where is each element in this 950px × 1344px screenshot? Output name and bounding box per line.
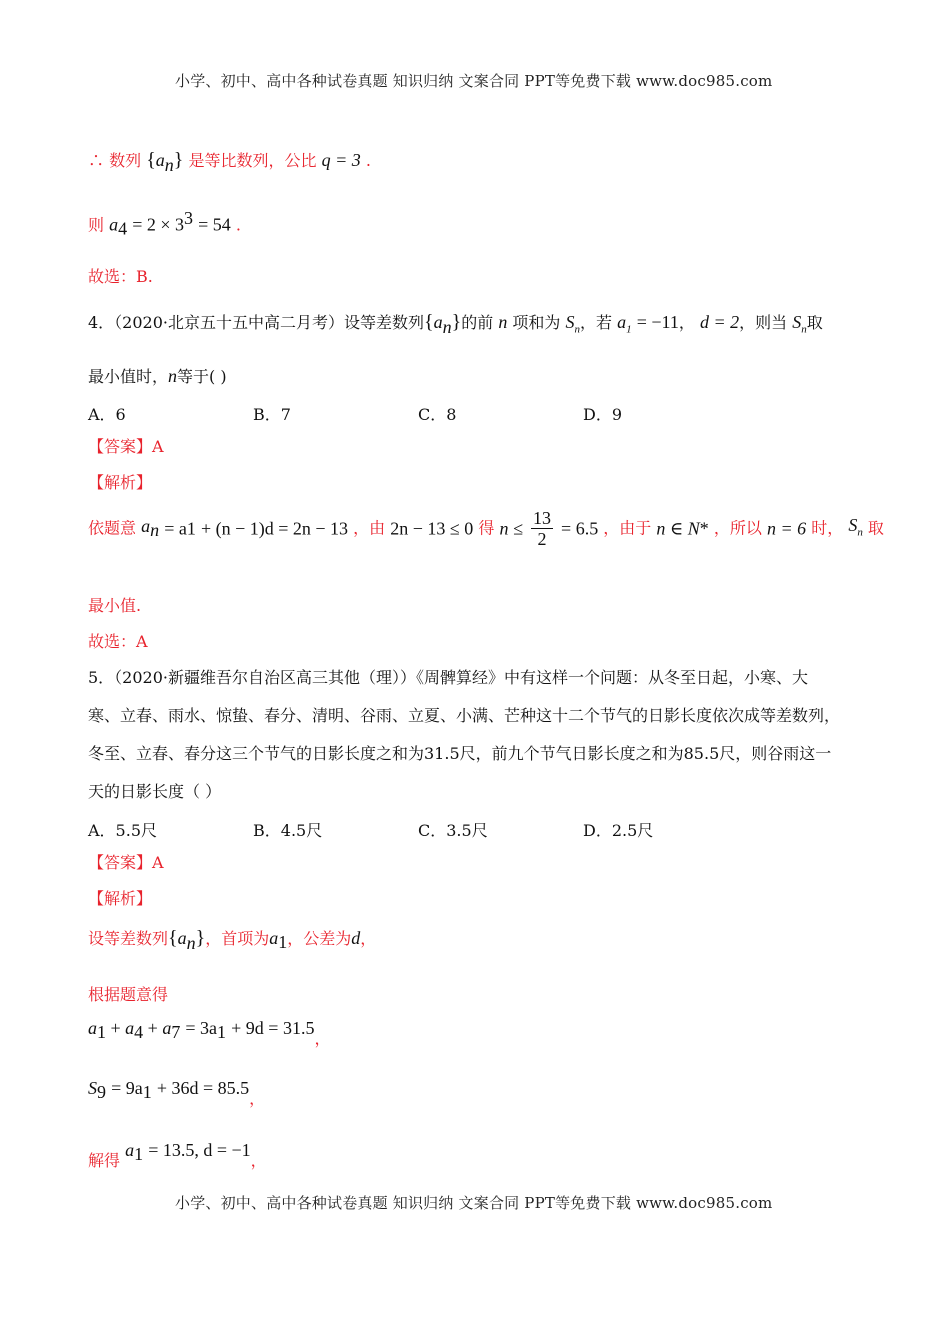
q5-line1: 5．（2020·新疆维吾尔自治区高三其他（理））《周髀算经》中有这样一个问题：从冬至日起，小寒、大 bbox=[88, 668, 808, 687]
q5-answer: 【答案】A bbox=[88, 853, 164, 872]
q5-eq3-end: ， bbox=[250, 1151, 267, 1170]
q4-end: 取 bbox=[806, 313, 823, 332]
seq-an: $\{a_n\}$ bbox=[146, 149, 184, 175]
q5-sol1-c: ，公差为 bbox=[287, 929, 352, 948]
q4-choose: 故选：A bbox=[88, 632, 148, 651]
q5-eq3: 解得 $a_1 = 13.5$, d = −1， bbox=[88, 1140, 267, 1170]
q4-mid3: ，若 bbox=[580, 313, 613, 332]
q4-analysis-label: 【解析】 bbox=[88, 473, 153, 492]
q3-l1a: ∴ 数列 bbox=[88, 151, 142, 170]
q4-line2a: 最小值时， bbox=[88, 367, 169, 386]
q5-sol5-a: 解得 bbox=[88, 1151, 121, 1170]
q4-sol-formula2: + (n − 1)d = 2n − 13 bbox=[200, 518, 349, 539]
q5-line3: 冬至、立春、春分这三个节气的日影长度之和为31.5尺，前九个节气日影长度之和为85.5尺，则谷雨这一 bbox=[88, 744, 832, 763]
q4-fraction: $\frac{13}{2}$ bbox=[532, 508, 551, 549]
q5-option-c[interactable]: C．3.5尺 bbox=[418, 821, 488, 840]
q5-eq2-rest: + 36d = 85.5 bbox=[156, 1078, 250, 1098]
q4-mid4: ，则当 bbox=[739, 313, 788, 332]
q4-sol-formula: = a bbox=[164, 518, 187, 539]
q5-option-a[interactable]: A．5.5尺 bbox=[88, 821, 158, 840]
q5-eq1: $a_1 + a_4 + a_7 = 3a_1 + 9d = 31.5$， bbox=[88, 1018, 331, 1048]
q5-analysis-label: 【解析】 bbox=[88, 889, 153, 908]
q4-a1: $a_1$ bbox=[617, 312, 632, 336]
q3-l1c: . bbox=[365, 151, 371, 170]
q5-eq1-rest: + 9d = 31.5 bbox=[231, 1018, 315, 1038]
q4-stem bbox=[88, 312, 823, 340]
q4-a1-val: = −11 bbox=[636, 312, 679, 332]
q4-seq: $\{a_n\}$ bbox=[424, 311, 462, 337]
q4-sol-g: 取 bbox=[867, 518, 884, 538]
q5-eq1-end: ， bbox=[314, 1029, 331, 1048]
q4-sol-e: ，所以 bbox=[713, 518, 762, 538]
q4-n: n bbox=[498, 312, 508, 332]
q5-sol1-b: ，首项为 bbox=[205, 929, 270, 948]
q5-eq1-mid: = 3a bbox=[185, 1018, 218, 1038]
q5-option-b[interactable]: B．4.5尺 bbox=[253, 821, 323, 840]
q5-line4: 天的日影长度（ ） bbox=[88, 782, 222, 801]
q3-line1 bbox=[88, 150, 371, 175]
q4-sn: $S_n$ bbox=[565, 312, 581, 336]
q4-frac-res: = 6.5 bbox=[561, 518, 599, 539]
q5-line2: 寒、立春、雨水、惊蛰、春分、清明、谷雨、立夏、小满、芒种这十二个节气的日影长度依次成等差数列， bbox=[88, 706, 841, 725]
q5-eq2-end: ， bbox=[249, 1089, 266, 1108]
q4-mid1: 的前 bbox=[461, 313, 494, 332]
q4-sol-c: 得 bbox=[478, 518, 495, 538]
q5-option-d[interactable]: D．2.5尺 bbox=[583, 821, 654, 840]
q4-sol-set: n ∈ N bbox=[656, 518, 700, 539]
q3-formula: = 2 × 3 bbox=[132, 214, 185, 235]
q4-line2 bbox=[88, 366, 227, 387]
q5-sol1-a: 设等差数列 bbox=[88, 929, 169, 948]
page-footer: 小学、初中、高中各种试卷真题 知识归纳 文案合同 PPT等免费下载 www.doc985.com bbox=[175, 1194, 773, 1212]
q4-sol-a: 依题意 bbox=[88, 518, 137, 538]
q3-l1b: 是等比数列，公比 bbox=[188, 151, 317, 170]
page-header: 小学、初中、高中各种试卷真题 知识归纳 文案合同 PPT等免费下载 www.doc985.com bbox=[175, 72, 773, 90]
q4-sol-line2: 最小值. bbox=[88, 596, 142, 615]
q4-mid2: 项和为 bbox=[512, 313, 561, 332]
q4-sol-ineq: 2n − 13 ≤ 0 bbox=[390, 518, 474, 539]
q4-comma: ， bbox=[678, 313, 695, 332]
q4-sol-b: ，由 bbox=[353, 518, 386, 538]
q5-sol1-d: ， bbox=[360, 929, 377, 948]
q4-sol-d: ，由于 bbox=[603, 518, 652, 538]
q3-l2a: 则 bbox=[88, 215, 105, 235]
q4-option-a[interactable]: A．6 bbox=[88, 405, 126, 424]
q3-line2: 则 $a_4 = 2 \times 3^3 = 54$ . bbox=[88, 208, 241, 239]
q4-n2: n bbox=[168, 366, 178, 386]
q5-eq2-mid: = 9a bbox=[111, 1078, 143, 1098]
q3-ratio: q = 3 bbox=[321, 150, 361, 170]
q4-answer: 【答案】A bbox=[88, 437, 164, 456]
q4-line2b: 等于( ) bbox=[177, 367, 227, 386]
q5-eq3-body: = 13.5, d = −1 bbox=[148, 1140, 251, 1160]
q4-d: d = 2 bbox=[699, 312, 740, 332]
q4-option-d[interactable]: D．9 bbox=[583, 405, 623, 424]
q4-sol-n: n = 6 bbox=[766, 518, 807, 539]
q4-solution: 依题意 $a_n = a1 + (n - 1)d = 2n - 13$ ，由 2n − 13 ≤ 0 得 n ≤ $\frac{13}{2}$ = 6.5 ，由于 n ∈ N* ，所以 n = 6 时， $S_n$ 取 bbox=[88, 508, 884, 549]
q4-option-b[interactable]: B．7 bbox=[253, 405, 291, 424]
q3-a4: a bbox=[109, 214, 119, 235]
q5-sol2: 根据题意得 bbox=[88, 985, 169, 1004]
q5-eq2: $S_9 = 9a_1 + 36d = 85.5$， bbox=[88, 1078, 266, 1108]
q3-l2end: . bbox=[235, 215, 241, 235]
q4-option-c[interactable]: C．8 bbox=[418, 405, 457, 424]
q4-sol-f: 时， bbox=[811, 518, 844, 538]
q3-formula-end: = 54 bbox=[198, 214, 231, 235]
q4-sn2: $S_n$ bbox=[792, 312, 807, 336]
q4-lead: 4．（2020·北京五十五中高二月考）设等差数列 bbox=[88, 313, 424, 332]
q3-choose: 故选：B. bbox=[88, 267, 153, 286]
q5-sol1: 设等差数列$\{a_n\}$，首项为$a_1$，公差为d， bbox=[88, 927, 377, 953]
